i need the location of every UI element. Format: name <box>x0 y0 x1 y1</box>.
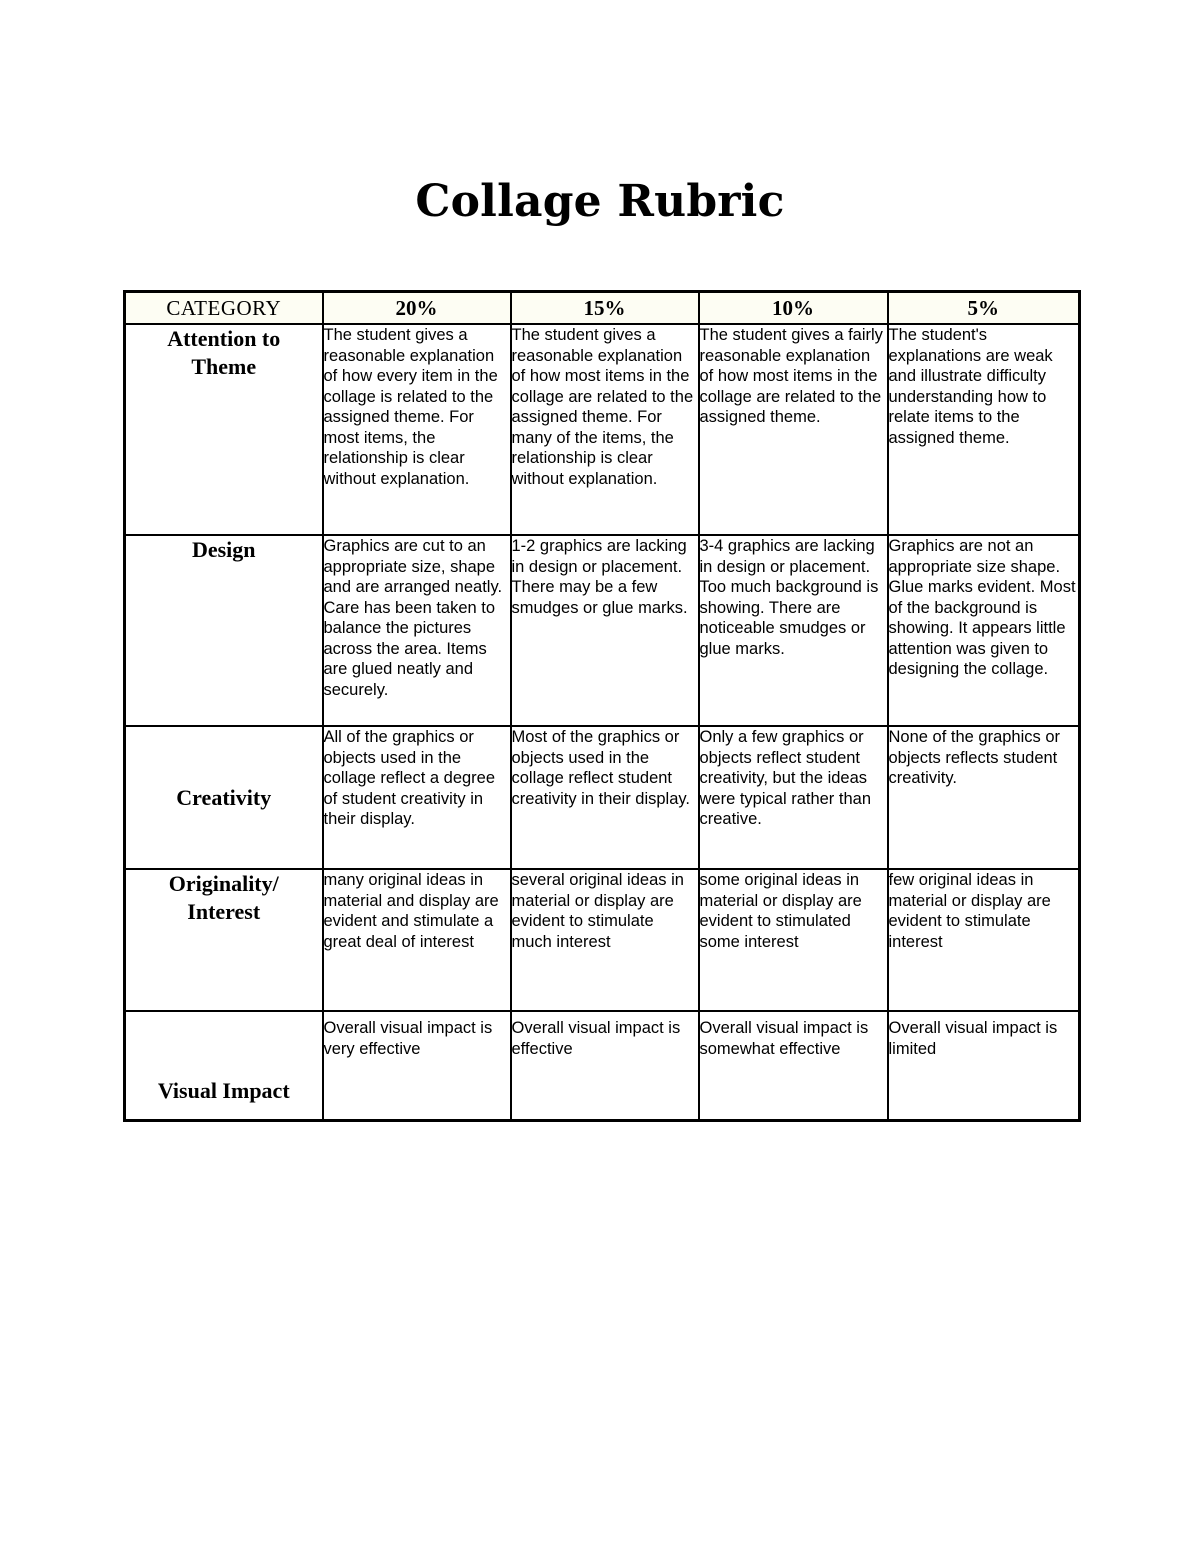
table-row <box>125 869 1080 1011</box>
rubric-table <box>123 290 1081 1122</box>
table-cell: few original ideas in material or display are evident to stimulate interest <box>888 869 1080 1011</box>
table-cell: Overall visual impact is limited <box>888 1011 1080 1120</box>
table-cell: many original ideas in material and display are evident and stimulate a great deal of interest <box>323 869 511 1011</box>
table-cell: The student's explanations are weak and illustrate difficulty understanding how to relate items to the assigned theme. <box>888 324 1080 535</box>
row-category: Attention to Theme <box>125 324 323 535</box>
table-cell: Overall visual impact is somewhat effective <box>699 1011 888 1120</box>
row-category: Design <box>125 535 323 726</box>
table-cell: The student gives a reasonable explanation of how every item in the collage is related to the assigned theme. For most items, the relationship is clear without explanation. <box>323 324 511 535</box>
table-cell: Only a few graphics or objects reflect student creativity, but the ideas were typical rather than creative. <box>699 726 888 869</box>
table-cell: Overall visual impact is very effective <box>323 1011 511 1120</box>
row-category: Originality/ Interest <box>125 869 323 1011</box>
table-row <box>125 726 1080 869</box>
header-5-percent: 5% <box>888 292 1080 325</box>
table-row <box>125 324 1080 535</box>
row-category: Visual Impact <box>125 1011 323 1120</box>
header-category: CATEGORY <box>125 292 323 325</box>
table-cell: The student gives a fairly reasonable explanation of how most items in the collage are related to the assigned theme. <box>699 324 888 535</box>
table-cell: Most of the graphics or objects used in the collage reflect student creativity in their display. <box>511 726 699 869</box>
table-cell: 1-2 graphics are lacking in design or placement. There may be a few smudges or glue marks. <box>511 535 699 726</box>
table-cell: some original ideas in material or display are evident to stimulated some interest <box>699 869 888 1011</box>
table-cell: None of the graphics or objects reflects student creativity. <box>888 726 1080 869</box>
page-title: Collage Rubric <box>415 176 785 227</box>
table-cell: Graphics are cut to an appropriate size, shape and are arranged neatly. Care has been taken to balance the pictures across the area. Items are glued neatly and securely. <box>323 535 511 726</box>
header-15-percent: 15% <box>511 292 699 325</box>
table-cell: The student gives a reasonable explanation of how most items in the collage are related to the assigned theme. For many of the items, the relationship is clear without explanation. <box>511 324 699 535</box>
header-row <box>125 292 1080 325</box>
table-cell: several original ideas in material or display are evident to stimulate much interest <box>511 869 699 1011</box>
row-category: Creativity <box>125 726 323 869</box>
table-cell: Overall visual impact is effective <box>511 1011 699 1120</box>
table-row <box>125 535 1080 726</box>
table-cell: Graphics are not an appropriate size shape. Glue marks evident. Most of the background is showing. It appears little attention was given to designing the collage. <box>888 535 1080 726</box>
header-10-percent: 10% <box>699 292 888 325</box>
header-20-percent: 20% <box>323 292 511 325</box>
table-cell: All of the graphics or objects used in the collage reflect a degree of student creativity in their display. <box>323 726 511 869</box>
table-cell: 3-4 graphics are lacking in design or placement. Too much background is showing. There are noticeable smudges or glue marks. <box>699 535 888 726</box>
table-row <box>125 1011 1080 1120</box>
